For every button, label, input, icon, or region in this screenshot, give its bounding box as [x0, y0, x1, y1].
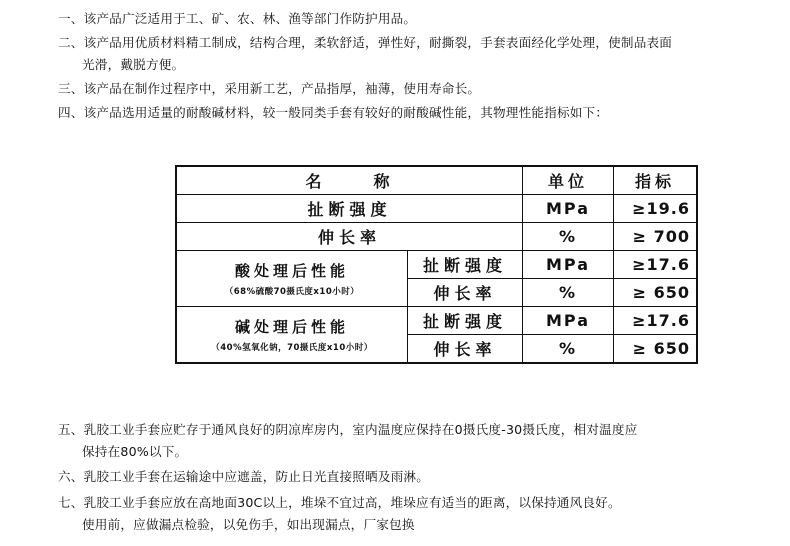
row-elongation-name: 伸长率 — [176, 223, 523, 251]
alkali-elongation-unit: % — [523, 335, 614, 364]
row-tensile-strength-unit: MPa — [523, 195, 614, 223]
acid-elongation-name: 伸长率 — [408, 279, 523, 307]
intro-item-1-text: 一、该产品广泛适用于工、矿、农、林、渔等部门作防护用品。 — [58, 11, 417, 26]
table-row — [176, 307, 697, 335]
acid-tensile-strength-value: ≥17.6 — [614, 251, 698, 279]
intro-item-3-text: 三、该产品在制作过程序中，采用新工艺，产品指厚，袖薄，使用寿命长。 — [58, 81, 481, 96]
acid-tensile-strength-unit: MPa — [523, 251, 614, 279]
table-header-row — [176, 166, 697, 195]
table-row — [176, 223, 697, 251]
header-name-b: 称 — [373, 172, 394, 191]
header-name-cell — [176, 166, 523, 195]
outro-item-5 — [58, 419, 758, 463]
intro-item-4 — [58, 102, 758, 124]
alkali-group-title: 碱处理后性能 — [234, 318, 349, 336]
intro-item-2-text: 二、该产品用优质材料精工制成，结构合理，柔软舒适，弹性好，耐撕裂，手套表面经化学处理，使制品表面 — [58, 35, 673, 50]
row-elongation-value: ≥ 700 — [614, 223, 698, 251]
alkali-tensile-strength-value: ≥17.6 — [614, 307, 698, 335]
outro-item-6 — [58, 466, 758, 488]
table-row — [176, 195, 697, 223]
row-tensile-strength-value: ≥19.6 — [614, 195, 698, 223]
intro-item-3 — [58, 78, 758, 100]
alkali-group-note: （40%氢氧化钠，70摄氏度x10小时） — [211, 343, 373, 353]
outro-item-6-text: 六、乳胶工业手套在运输途中应遮盖，防止日光直接照晒及雨淋。 — [58, 469, 430, 484]
physical-properties-table — [175, 165, 698, 364]
alkali-group-label — [176, 307, 408, 364]
row-elongation-unit: % — [523, 223, 614, 251]
outro-item-5-continuation: 保持在80%以下。 — [82, 444, 188, 459]
header-name-a: 名 — [305, 172, 326, 191]
intro-item-1 — [58, 8, 758, 30]
header-value-cell: 指标 — [614, 166, 698, 195]
outro-item-7 — [58, 492, 758, 536]
intro-item-4-text: 四、该产品选用适量的耐酸碱材料，较一般同类手套有较好的耐酸碱性能，其物理性能指标如下： — [58, 105, 609, 120]
table-row — [176, 251, 697, 279]
alkali-tensile-strength-unit: MPa — [523, 307, 614, 335]
intro-item-2-continuation: 光滑，戴脱方便。 — [82, 57, 185, 72]
alkali-tensile-strength-name: 扯断强度 — [408, 307, 523, 335]
outro-item-7-text: 七、乳胶工业手套应放在高地面30C以上，堆垛不宜过高，堆垛应有适当的距离，以保持通风良好。 — [58, 495, 621, 510]
acid-group-label — [176, 251, 408, 307]
header-unit-cell: 单位 — [523, 166, 614, 195]
alkali-elongation-name: 伸长率 — [408, 335, 523, 364]
outro-item-5-text: 五、乳胶工业手套应贮存于通风良好的阴凉库房内，室内温度应保持在0摄氏度-30摄氏度，相对温度应 — [58, 422, 638, 437]
alkali-elongation-value: ≥ 650 — [614, 335, 698, 364]
intro-item-2 — [58, 32, 758, 76]
outro-item-7-continuation: 使用前，应做漏点检验，以免伤手，如出现漏点，厂家包换 — [82, 517, 415, 532]
acid-elongation-value: ≥ 650 — [614, 279, 698, 307]
acid-group-note: （68%硫酸70摄氏度x10小时） — [224, 287, 360, 297]
acid-tensile-strength-name: 扯断强度 — [408, 251, 523, 279]
row-tensile-strength-name: 扯断强度 — [176, 195, 523, 223]
acid-group-title: 酸处理后性能 — [234, 262, 349, 280]
acid-elongation-unit: % — [523, 279, 614, 307]
